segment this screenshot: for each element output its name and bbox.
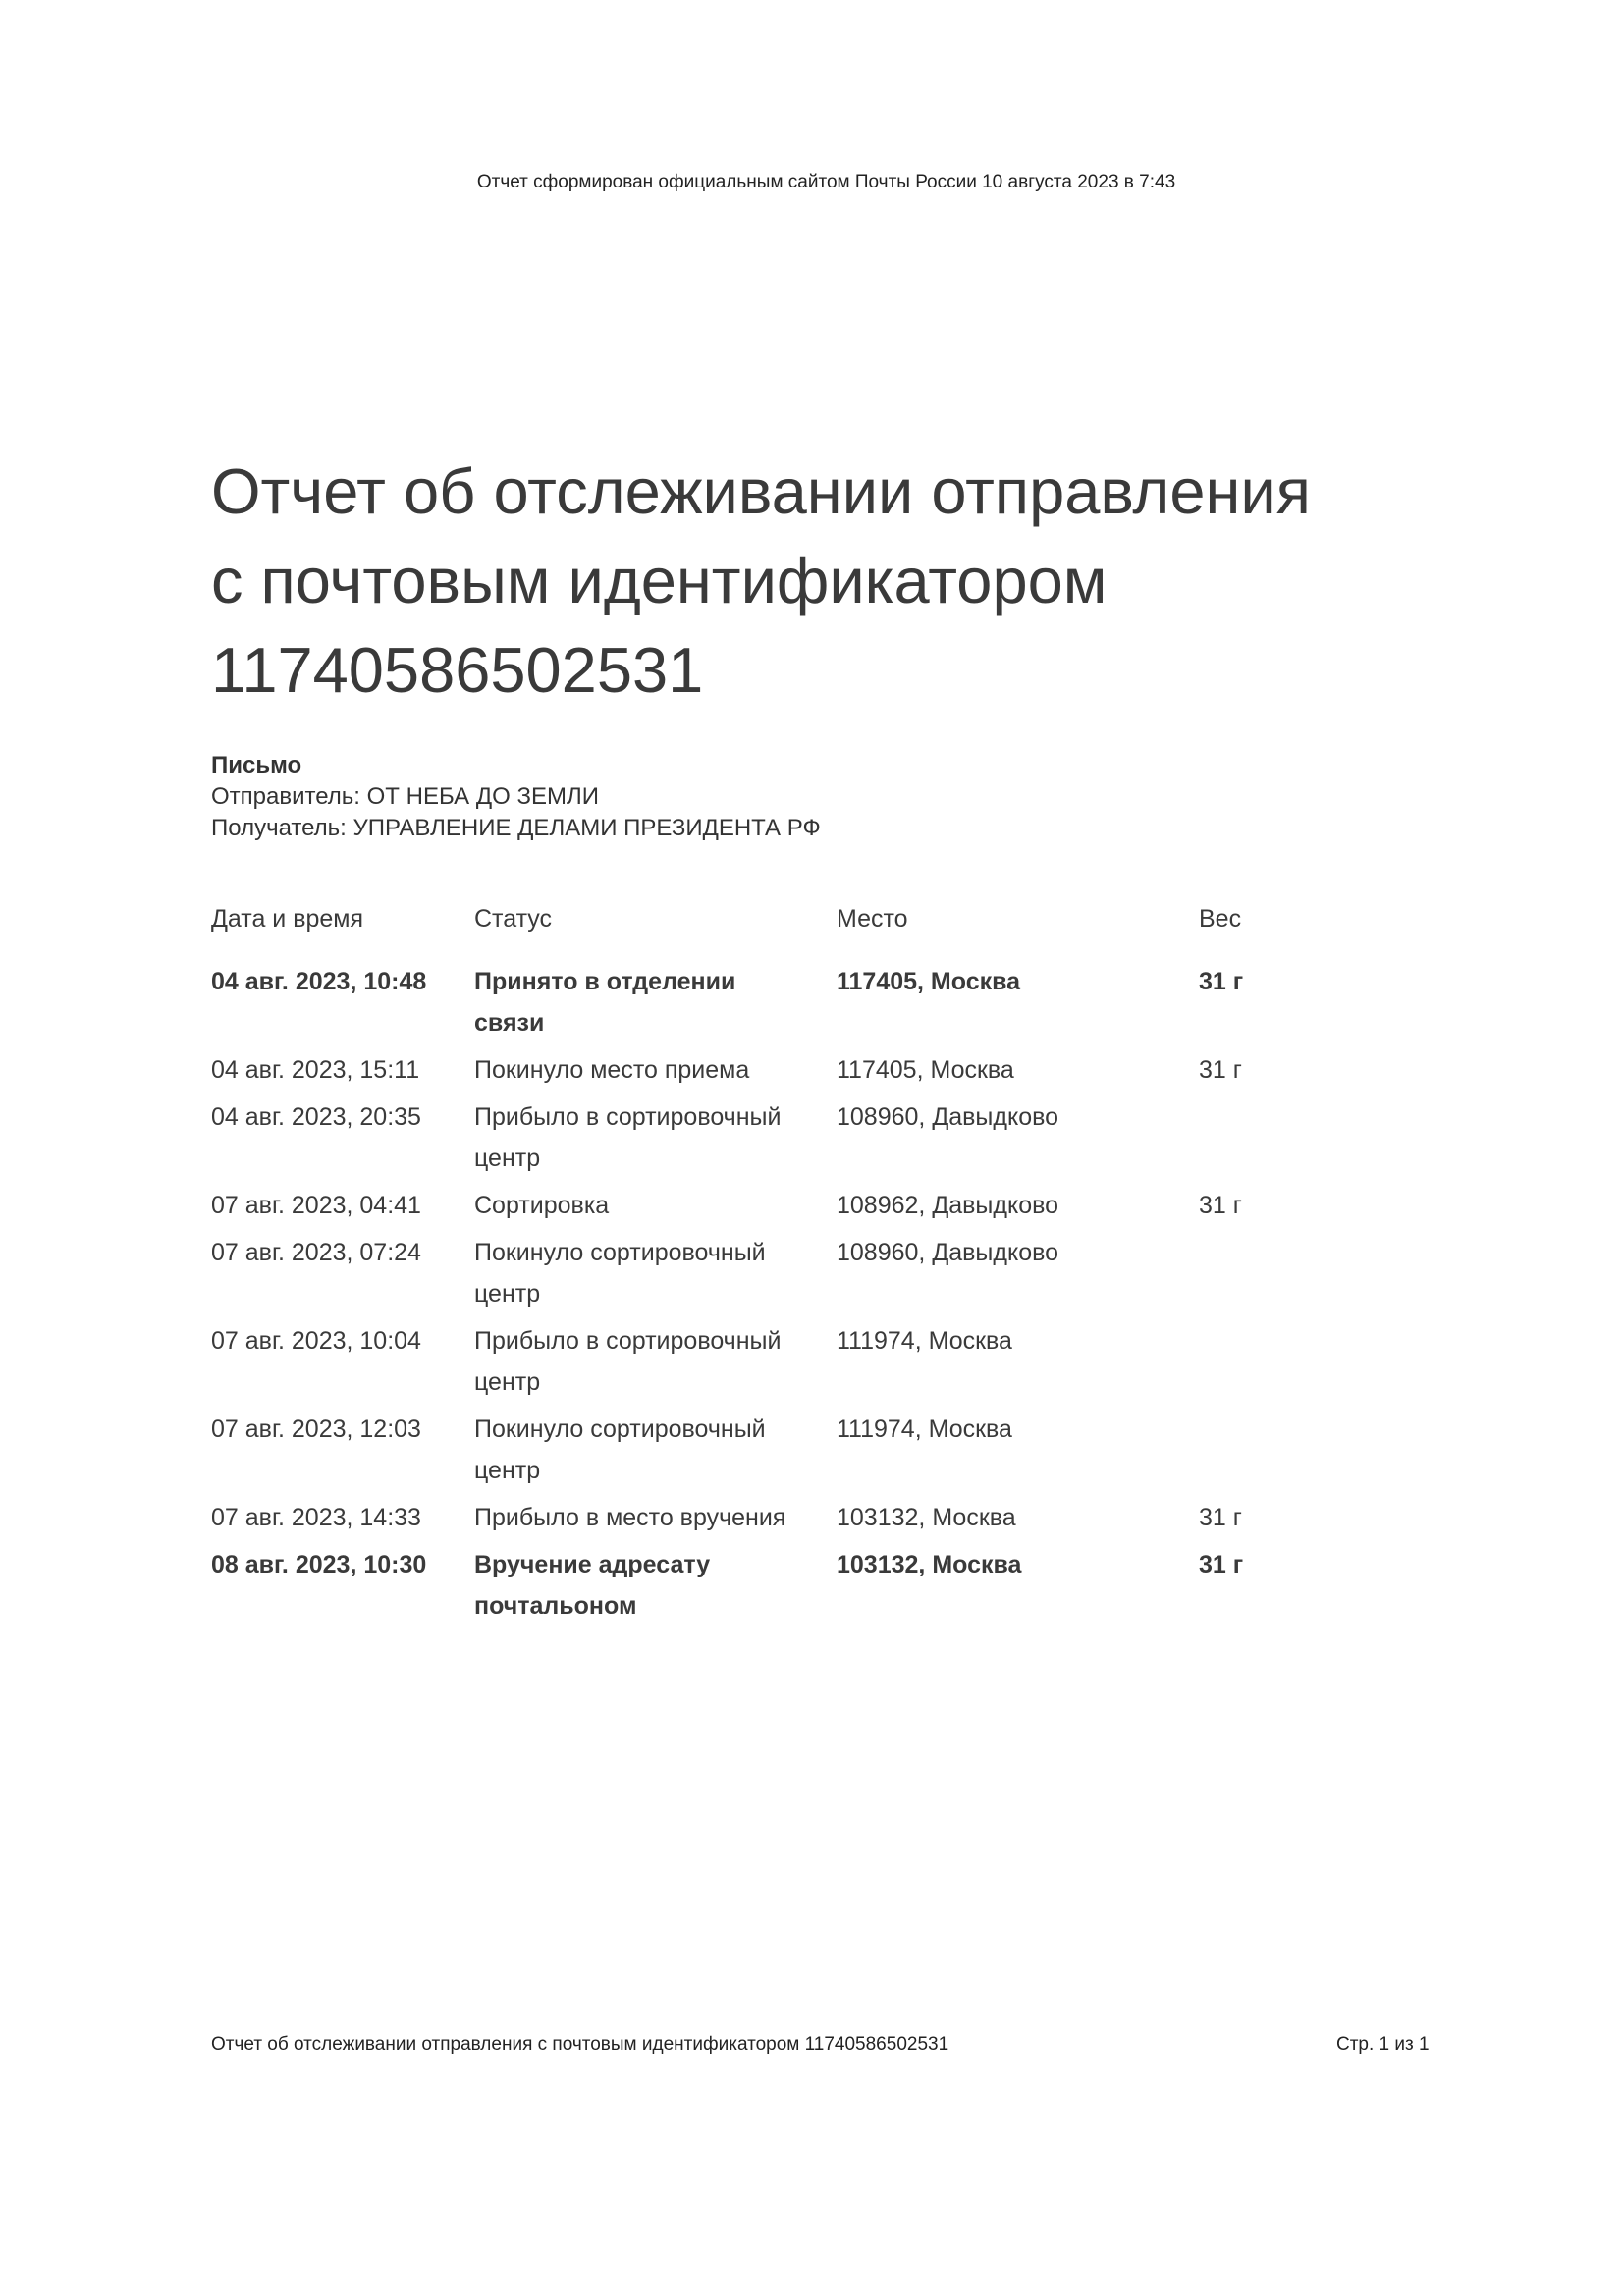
cell-date — [211, 1096, 474, 1185]
tracking-history-table — [211, 898, 1252, 1632]
title-line-2: с почтовым идентификатором — [211, 545, 1108, 616]
column-header-weight: Вес — [1199, 905, 1242, 933]
cell-date-text: 04 авг. 2023, 15:11 — [211, 1056, 420, 1084]
cell-weight-text: 31 г — [1199, 1192, 1242, 1219]
cell-place — [837, 1544, 1199, 1632]
cell-place-text: 111974, Москва — [837, 1327, 1012, 1355]
recipient-line: Получатель: УПРАВЛЕНИЕ ДЕЛАМИ ПРЕЗИДЕНТА РФ — [211, 815, 821, 841]
table-header-row — [211, 898, 1252, 961]
cell-status-text: Принято в отделении связи — [474, 968, 736, 1037]
cell-place-text: 117405, Москва — [837, 968, 1021, 995]
cell-weight — [1199, 1185, 1252, 1232]
cell-status-text: Сортировка — [474, 1192, 610, 1219]
cell-date-text: 08 авг. 2023, 10:30 — [211, 1551, 427, 1578]
cell-date-text: 07 авг. 2023, 10:04 — [211, 1327, 421, 1355]
cell-status-text: Прибыло в сортировочный центр — [474, 1327, 782, 1396]
column-header-place: Место — [837, 905, 908, 933]
shipment-info — [211, 750, 821, 844]
cell-status-text: Прибыло в сортировочный центр — [474, 1103, 782, 1172]
cell-date-text: 04 авг. 2023, 10:48 — [211, 968, 427, 995]
table-row — [211, 1185, 1252, 1232]
cell-place-text: 111974, Москва — [837, 1415, 1012, 1443]
cell-place-text: 117405, Москва — [837, 1056, 1014, 1084]
cell-weight-text: 31 г — [1199, 1551, 1244, 1578]
cell-date — [211, 1497, 474, 1544]
cell-place — [837, 1049, 1199, 1096]
cell-weight — [1199, 1544, 1252, 1632]
cell-status — [474, 1544, 837, 1632]
cell-status-text: Покинуло место приема — [474, 1056, 750, 1084]
table-row — [211, 1497, 1252, 1544]
cell-weight — [1199, 1497, 1252, 1544]
cell-status — [474, 1232, 837, 1320]
cell-date — [211, 1544, 474, 1632]
table-row — [211, 1049, 1252, 1096]
report-title — [211, 447, 1438, 715]
cell-date — [211, 1409, 474, 1497]
table-row — [211, 1232, 1252, 1320]
cell-status — [474, 1096, 837, 1185]
cell-date-text: 07 авг. 2023, 07:24 — [211, 1239, 421, 1266]
cell-date — [211, 1185, 474, 1232]
cell-place — [837, 1185, 1199, 1232]
cell-date-text: 04 авг. 2023, 20:35 — [211, 1103, 421, 1131]
cell-weight — [1199, 961, 1252, 1049]
cell-place — [837, 1497, 1199, 1544]
title-line-1: Отчет об отслеживании отправления — [211, 455, 1311, 527]
column-header-status: Статус — [474, 905, 553, 933]
cell-date-text: 07 авг. 2023, 12:03 — [211, 1415, 421, 1443]
cell-place-text: 108962, Давыдково — [837, 1192, 1059, 1219]
footer-report-title: Отчет об отслеживании отправления с почтовым идентификатором 11740586502531 — [211, 2034, 949, 2055]
table-row — [211, 1096, 1252, 1185]
cell-weight — [1199, 1232, 1252, 1320]
cell-place-text: 108960, Давыдково — [837, 1239, 1059, 1266]
cell-status — [474, 1320, 837, 1409]
table-row — [211, 1320, 1252, 1409]
cell-weight — [1199, 1320, 1252, 1409]
cell-place — [837, 961, 1199, 1049]
cell-date — [211, 961, 474, 1049]
cell-status-text: Вручение адресату почтальоном — [474, 1551, 711, 1620]
cell-date — [211, 1320, 474, 1409]
cell-weight-text: 31 г — [1199, 1504, 1242, 1531]
cell-date-text: 07 авг. 2023, 04:41 — [211, 1192, 421, 1219]
shipment-type: Письмо — [211, 752, 302, 778]
cell-place — [837, 1409, 1199, 1497]
sender-line: Отправитель: ОТ НЕБА ДО ЗЕМЛИ — [211, 783, 599, 810]
cell-date — [211, 1049, 474, 1096]
cell-weight-text: 31 г — [1199, 1056, 1242, 1084]
cell-status — [474, 1409, 837, 1497]
table-row — [211, 1409, 1252, 1497]
cell-place-text: 103132, Москва — [837, 1551, 1022, 1578]
cell-status — [474, 1185, 837, 1232]
cell-weight — [1199, 1096, 1252, 1185]
cell-status-text: Прибыло в место вручения — [474, 1504, 786, 1531]
cell-place-text: 108960, Давыдково — [837, 1103, 1059, 1131]
cell-date-text: 07 авг. 2023, 14:33 — [211, 1504, 421, 1531]
tracking-rows — [211, 961, 1252, 1632]
table-row — [211, 961, 1252, 1049]
cell-weight-text: 31 г — [1199, 968, 1244, 995]
cell-weight — [1199, 1049, 1252, 1096]
report-generated-note: Отчет сформирован официальным сайтом Почты России 10 августа 2023 в 7:43 — [476, 172, 1176, 192]
cell-status — [474, 1497, 837, 1544]
cell-place — [837, 1096, 1199, 1185]
cell-place — [837, 1232, 1199, 1320]
cell-weight — [1199, 1409, 1252, 1497]
cell-date — [211, 1232, 474, 1320]
tracking-number: 11740586502531 — [211, 634, 704, 706]
cell-status-text: Покинуло сортировочный центр — [474, 1415, 766, 1484]
cell-place-text: 103132, Москва — [837, 1504, 1016, 1531]
cell-status-text: Покинуло сортировочный центр — [474, 1239, 766, 1308]
cell-status — [474, 961, 837, 1049]
column-header-date: Дата и время — [211, 905, 364, 933]
cell-place — [837, 1320, 1199, 1409]
page-number: Стр. 1 из 1 — [1336, 2034, 1430, 2055]
cell-status — [474, 1049, 837, 1096]
table-row — [211, 1544, 1252, 1632]
